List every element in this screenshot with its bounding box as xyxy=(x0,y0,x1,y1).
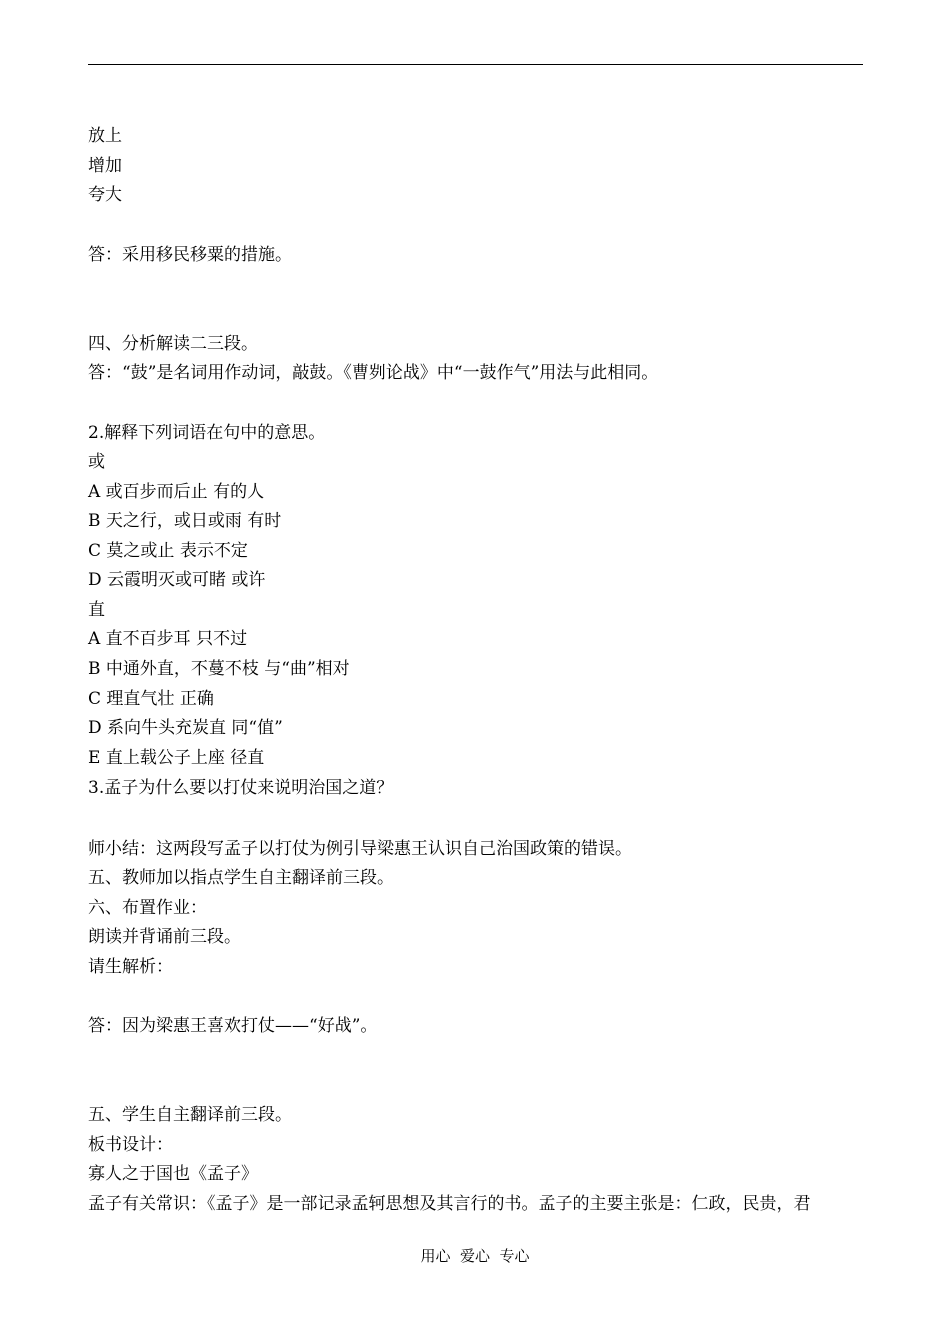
text-line: 夸大 xyxy=(88,185,122,205)
text-line: D 云霞明灭或可睹 或许 xyxy=(88,570,266,590)
text-line: D 系向牛头充炭直 同“值” xyxy=(88,718,283,738)
text-line: A 或百步而后止 有的人 xyxy=(88,482,265,502)
question-line: 3.孟子为什么要以打仗来说明治国之道？ xyxy=(88,778,394,798)
text-line: 答：因为梁惠王喜欢打仗——“好战”。 xyxy=(88,1016,378,1036)
text-line: 孟子有关常识：《孟子》是一部记录孟轲思想及其言行的书。孟子的主要主张是：仁政，民贵，君 xyxy=(88,1194,811,1214)
question-line: 2.解释下列词语在句中的意思。 xyxy=(88,423,326,443)
text-line: 增加 xyxy=(88,156,122,176)
text-line: C 理直气壮 正确 xyxy=(88,689,214,709)
term-heading: 直 xyxy=(88,600,105,620)
text-line: B 天之行，或日或雨 有时 xyxy=(88,511,282,531)
section-heading: 五、学生自主翻译前三段。 xyxy=(88,1105,292,1125)
text-line: 师小结：这两段写孟子以打仗为例引导梁惠王认识自己治国政策的错误。 xyxy=(88,839,632,859)
text-line: E 直上载公子上座 径直 xyxy=(88,748,265,768)
text-line: 朗读并背诵前三段。 xyxy=(88,927,241,947)
section-heading: 四、分析解读二三段。 xyxy=(88,334,258,354)
section-heading: 五、教师加以指点学生自主翻译前三段。 xyxy=(88,868,394,888)
text-line: 答：采用移民移粟的措施。 xyxy=(88,245,292,265)
text-line: 请生解析： xyxy=(88,957,173,977)
section-heading: 六、布置作业： xyxy=(88,898,207,918)
text-line: 答：“鼓”是名词用作动词，敲鼓。《曹刿论战》中“一鼓作气”用法与此相同。 xyxy=(88,363,659,383)
text-line: 板书设计： xyxy=(88,1135,173,1155)
text-line: B 中通外直，不蔓不枝 与“曲”相对 xyxy=(88,659,350,679)
text-line: 放上 xyxy=(88,126,122,146)
text-line: A 直不百步耳 只不过 xyxy=(88,629,248,649)
page-footer: 用心 爱心 专心 xyxy=(420,1247,530,1265)
text-line: 寡人之于国也《孟子》 xyxy=(88,1164,258,1184)
text-line: C 莫之或止 表示不定 xyxy=(88,541,248,561)
term-heading: 或 xyxy=(88,452,105,472)
header-rule xyxy=(88,64,863,65)
